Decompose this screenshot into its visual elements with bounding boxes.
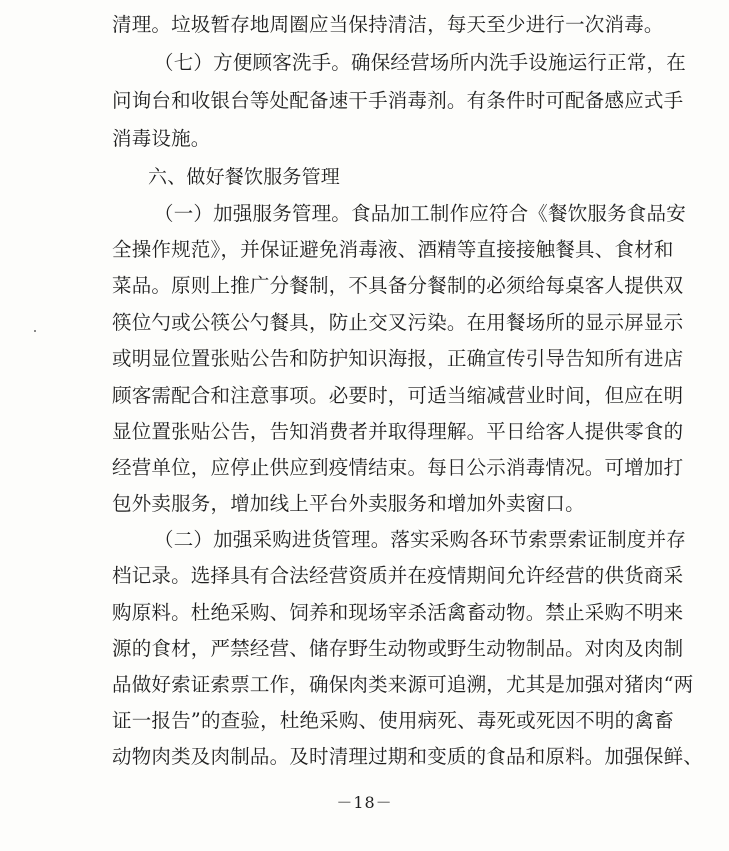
text-line-15: （二）加强采购进货管理。落实采购各环节索票索证制度并存: [154, 528, 686, 551]
text-line-14: 包外卖服务，增加线上平台外卖服务和增加外卖窗口。: [112, 492, 585, 515]
text-line-4: 消毒设施。: [112, 127, 211, 150]
text-line-21: 动物肉类及肉制品。及时清理过期和变质的食品和原料。加强保鲜、: [112, 745, 704, 768]
text-line-7: 全操作规范》，并保证避免消毒液、酒精等直接接触餐具、食材和: [112, 238, 674, 261]
text-line-8: 菜品。原则上推广分餐制，不具备分餐制的必须给每桌客人提供双: [112, 274, 684, 297]
text-line-20: 证一报告”的查验，杜绝采购、使用病死、毒死或死因不明的禽畜: [112, 709, 674, 732]
scan-speck: [34, 330, 36, 332]
text-line-13: 经营单位，应停止供应到疫情结束。每日公示消毒情况。可增加打: [112, 456, 684, 479]
text-line-19: 品做好索证索票工作，确保肉类来源可追溯，尤其是加强对猪肉“两: [112, 673, 694, 696]
text-line-3: 问询台和收银台等处配备速干手消毒剂。有条件时可配备感应式手: [112, 89, 684, 112]
text-line-2: （七）方便顾客洗手。确保经营场所内洗手设施运行正常，在: [154, 51, 686, 74]
text-line-9: 筷位勺或公筷公勺餐具，防止交叉污染。在用餐场所的显示屏显示: [112, 311, 684, 334]
text-line-6: （一）加强服务管理。食品加工制作应符合《餐饮服务食品安: [154, 202, 686, 225]
text-line-17: 购原料。杜绝采购、饲养和现场宰杀活禽畜动物。禁止采购不明来: [112, 601, 684, 624]
text-line-11: 顾客需配合和注意事项。必要时，可适当缩减营业时间，但应在明: [112, 384, 684, 407]
page-number: －18－: [336, 793, 393, 812]
text-line-18: 源的食材，严禁经营、储存野生动物或野生动物制品。对肉及肉制: [112, 637, 684, 660]
text-line-12: 显位置张贴公告，告知消费者并取得理解。平日给客人提供零食的: [112, 420, 684, 443]
text-line-16: 档记录。选择具有合法经营资质并在疫情期间允许经营的供货商采: [112, 564, 684, 587]
text-line-10: 或明显位置张贴公告和防护知识海报，正确宣传引导告知所有进店: [112, 347, 684, 370]
text-line-1: 清理。垃圾暂存地周圈应当保持清洁，每天至少进行一次消毒。: [112, 13, 664, 36]
section-heading: 六、做好餐饮服务管理: [148, 166, 341, 188]
